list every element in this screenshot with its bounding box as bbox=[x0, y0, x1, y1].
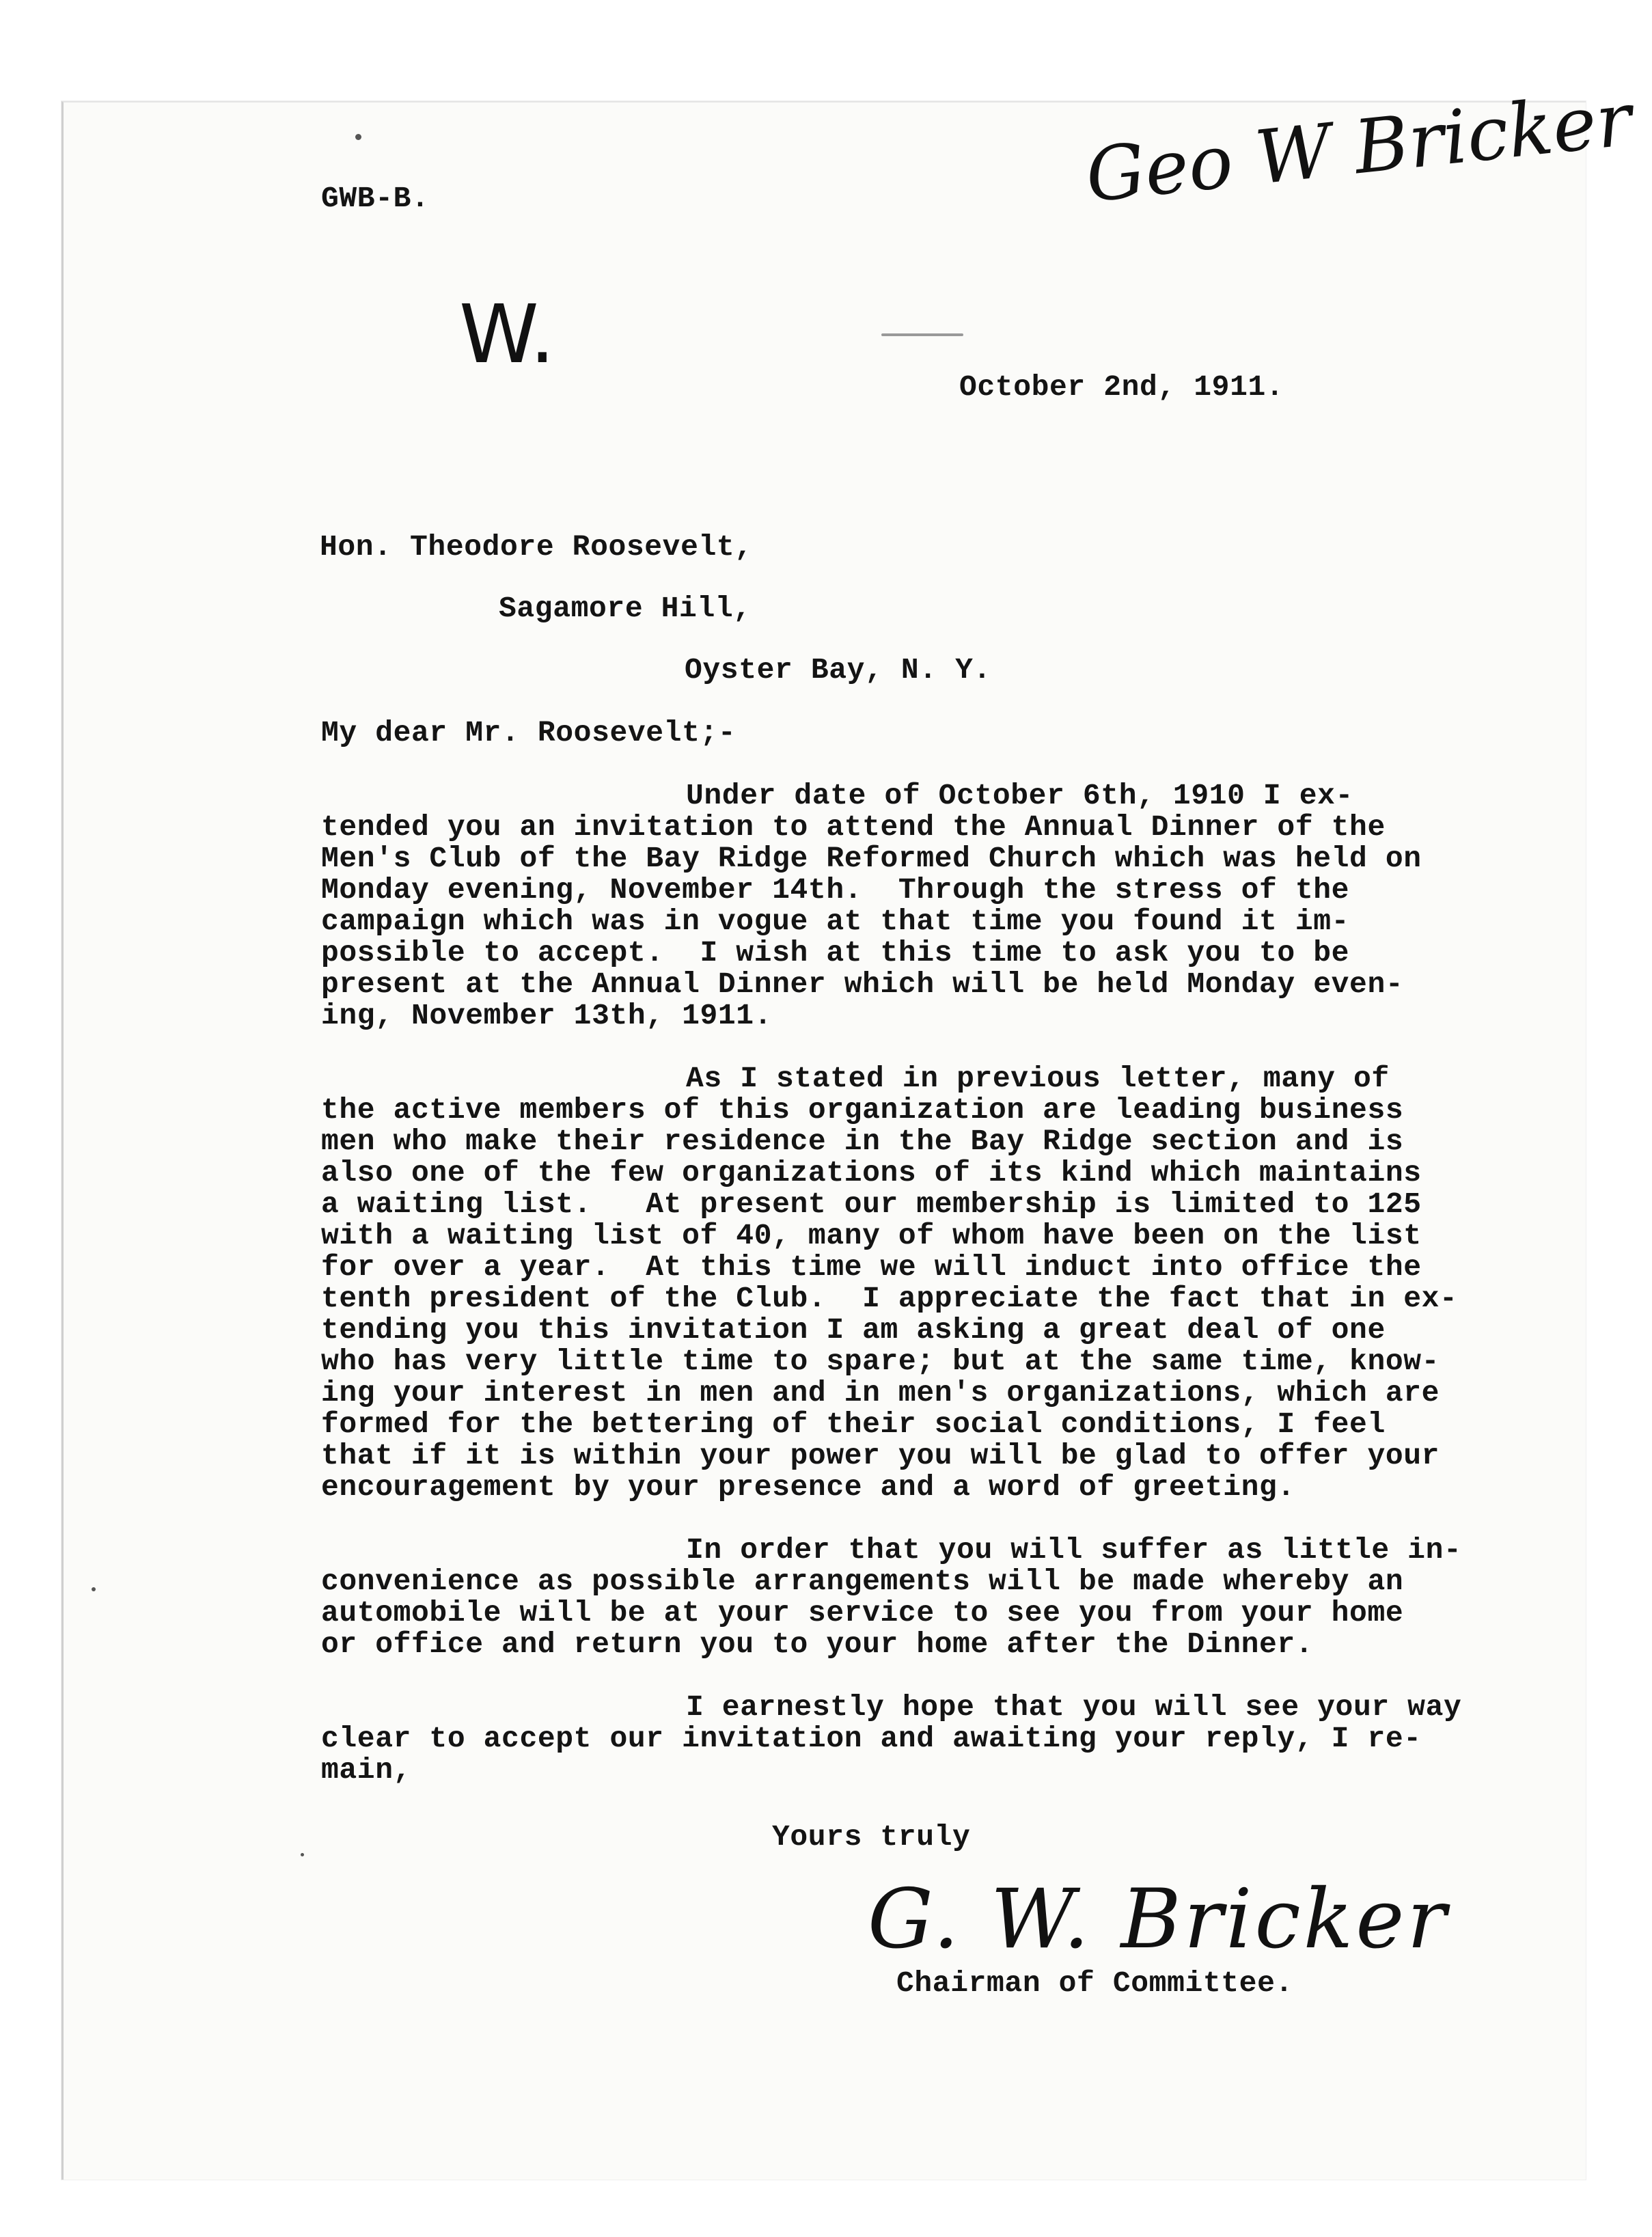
paragraph-line: or office and return you to your home after the Dinner. bbox=[321, 1628, 1314, 1661]
paragraph-line: tenth president of the Club. I appreciate the fact that in ex- bbox=[321, 1282, 1458, 1315]
paragraph-line: the active members of this organization are leading business bbox=[321, 1093, 1404, 1127]
paragraph-line: for over a year. At this time we will induct into office the bbox=[321, 1250, 1422, 1284]
signer-title: Chairman of Committee. bbox=[896, 1966, 1293, 2000]
paragraph-line: clear to accept our invitation and awaiting your reply, I re- bbox=[321, 1722, 1422, 1755]
paragraph-line: who has very little time to spare; but at the same time, know- bbox=[321, 1345, 1440, 1378]
paragraph-line: that if it is within your power you will be glad to offer your bbox=[321, 1439, 1440, 1472]
scan-speck bbox=[355, 134, 361, 140]
scan-speck bbox=[92, 1587, 96, 1591]
paragraph-line: with a waiting list of 40, many of whom have been on the list bbox=[321, 1219, 1422, 1252]
paragraph-line: formed for the bettering of their social conditions, I feel bbox=[321, 1408, 1386, 1441]
paragraph-line: present at the Annual Dinner which will be held Monday even- bbox=[321, 967, 1404, 1001]
paragraph-line: In order that you will suffer as little in- bbox=[686, 1533, 1462, 1567]
paragraph-line: main, bbox=[321, 1753, 412, 1787]
salutation: My dear Mr. Roosevelt;- bbox=[321, 716, 736, 750]
paragraph-line: Monday evening, November 14th. Through the stress of the bbox=[321, 873, 1350, 907]
recipient-address-line-1: Sagamore Hill, bbox=[499, 592, 752, 625]
paragraph-line: possible to accept. I wish at this time to ask you to be bbox=[321, 936, 1350, 970]
paragraph-line: automobile will be at your service to see you from your home bbox=[321, 1596, 1404, 1630]
signature: G. W. Bricker bbox=[868, 1872, 1449, 1967]
reference-code: GWB-B. bbox=[321, 182, 430, 215]
paragraph-line: As I stated in previous letter, many of bbox=[686, 1062, 1390, 1095]
paragraph-line: tended you an invitation to attend the Annual Dinner of the bbox=[321, 810, 1386, 844]
recipient-name: Hon. Theodore Roosevelt, bbox=[320, 530, 753, 564]
paragraph-line: convenience as possible arrangements will be made whereby an bbox=[321, 1565, 1404, 1598]
handwritten-w-mark: W. bbox=[459, 287, 555, 381]
paragraph-line: I earnestly hope that you will see your way bbox=[686, 1690, 1462, 1724]
paragraph-line: also one of the few organizations of its kind which maintains bbox=[321, 1156, 1422, 1190]
scan-speck bbox=[301, 1853, 304, 1856]
paragraph-line: ing, November 13th, 1911. bbox=[321, 999, 773, 1032]
scan-speck bbox=[881, 333, 963, 336]
paragraph-line: ing your interest in men and in men's organizations, which are bbox=[321, 1376, 1440, 1410]
letter-date: October 2nd, 1911. bbox=[959, 370, 1284, 404]
paragraph-line: encouragement by your presence and a word of greeting. bbox=[321, 1470, 1295, 1504]
handwritten-name-annotation: Geo W Bricker bbox=[1082, 77, 1636, 219]
paragraph-line: Under date of October 6th, 1910 I ex- bbox=[686, 779, 1353, 812]
closing: Yours truly bbox=[772, 1820, 971, 1854]
paragraph-line: a waiting list. At present our membership is limited to 125 bbox=[321, 1188, 1422, 1221]
paragraph-line: campaign which was in vogue at that time you found it im- bbox=[321, 905, 1350, 938]
paragraph-line: Men's Club of the Bay Ridge Reformed Church which was held on bbox=[321, 842, 1422, 875]
recipient-address-line-2: Oyster Bay, N. Y. bbox=[685, 653, 991, 687]
paragraph-line: tending you this invitation I am asking a great deal of one bbox=[321, 1313, 1386, 1347]
paragraph-line: men who make their residence in the Bay Ridge section and is bbox=[321, 1125, 1404, 1158]
